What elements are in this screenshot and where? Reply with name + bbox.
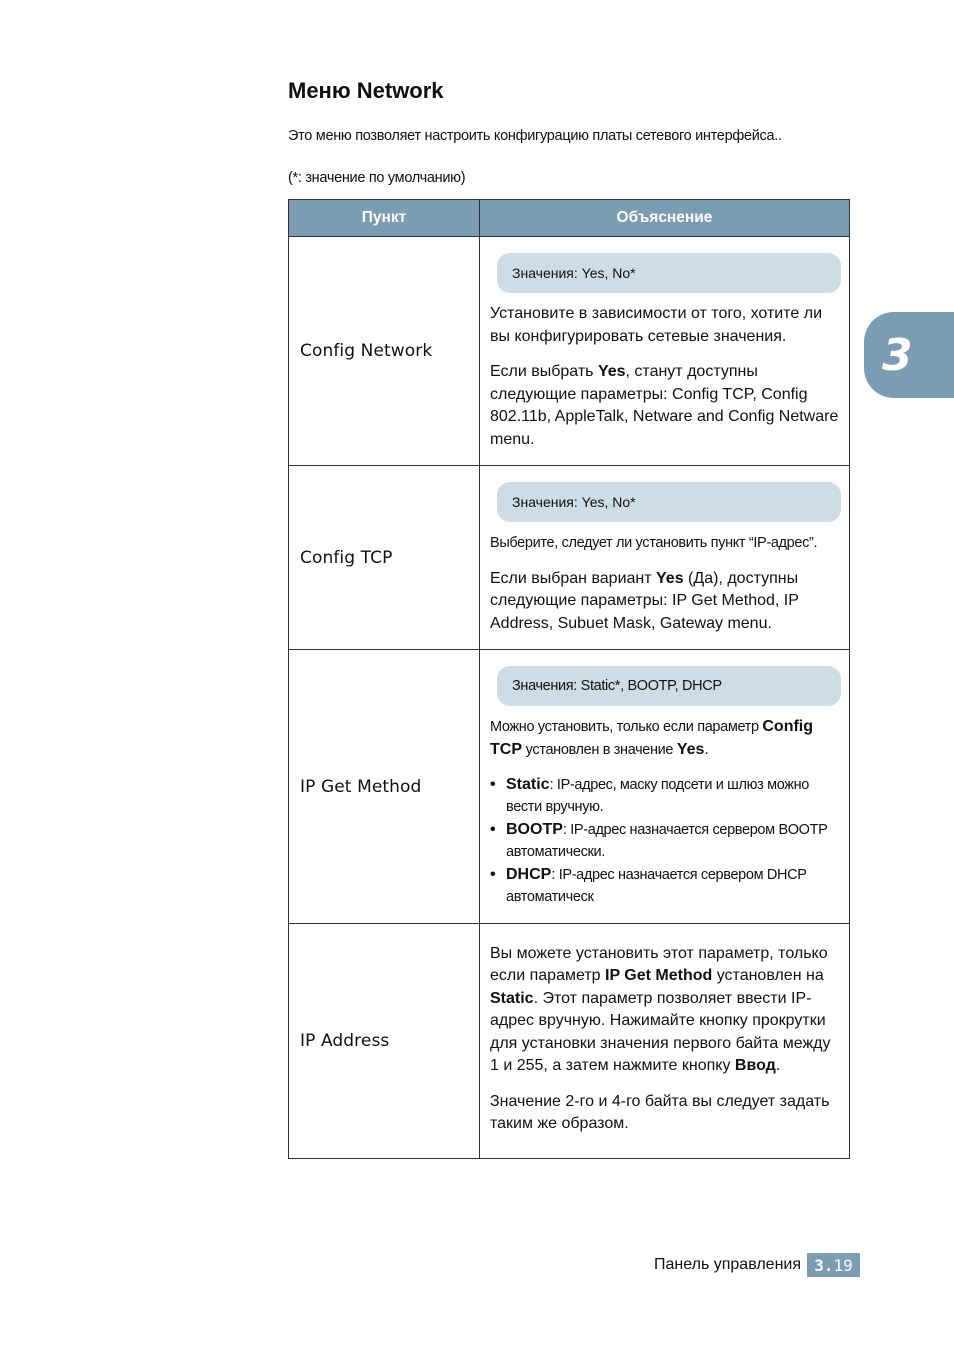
default-note: (*: значение по умолчанию) xyxy=(288,170,466,186)
description-text: Значение 2-го и 4-го байта вы следует задать таким же образом. xyxy=(490,1092,830,1132)
desc-ip-get-method xyxy=(480,650,850,924)
footer-page: 19 xyxy=(833,1255,853,1275)
values-badge: Значения: Static*, BOOTP, DHCP xyxy=(497,666,841,706)
item-ip-get-method: IP Get Method xyxy=(289,650,480,924)
list-item: • Static: IP-адрес, маску подсети и шлюз можно вести вручную. xyxy=(490,776,809,815)
item-config-network: Config Network xyxy=(289,237,480,466)
table-row xyxy=(289,466,850,650)
header-explanation: Объяснение xyxy=(480,200,850,237)
values-badge: Значения: Yes, No* xyxy=(497,253,841,293)
chapter-tab xyxy=(864,312,954,398)
desc-config-network xyxy=(480,237,850,466)
intro-text: Это меню позволяет настроить конфигурацию платы сетевого интерфейса.. xyxy=(288,128,782,144)
description-text: Если выбран вариант Yes (Да), доступны следующие параметры: IP Get Method, IP Address, Subuet Mask, Gateway menu. xyxy=(490,569,799,632)
table-row xyxy=(289,237,850,466)
table-row xyxy=(289,650,850,924)
footer-chapter: 3. xyxy=(814,1255,834,1275)
table-header-row xyxy=(289,200,850,237)
values-badge: Значения: Yes, No* xyxy=(497,482,841,522)
chapter-number: 3 xyxy=(882,329,913,381)
header-item: Пункт xyxy=(289,200,480,237)
list-item: • DHCP: IP-адрес назначается сервером DHCP автоматическ xyxy=(490,866,807,905)
page-number-badge xyxy=(807,1253,860,1277)
list-item: • BOOTP: IP-адрес назначается сервером BOOTP автоматически. xyxy=(490,821,828,860)
footer-label: Панель управления xyxy=(654,1256,801,1273)
table-row xyxy=(289,924,850,1159)
method-options-list xyxy=(490,774,841,908)
desc-config-tcp xyxy=(480,466,850,650)
page-title: Меню Network xyxy=(288,78,444,103)
item-ip-address: IP Address xyxy=(289,924,480,1159)
description-text: Установите в зависимости от того, хотите ли вы конфигурировать сетевые значения. xyxy=(490,305,823,345)
desc-ip-address xyxy=(480,924,850,1159)
item-config-tcp: Config TCP xyxy=(289,466,480,650)
description-text: Если выбрать Yes, станут доступны следующие параметры: Config TCP, Config 802.11b, AppleTalk, Netware and Config Netware menu. xyxy=(490,363,839,448)
network-menu-table xyxy=(288,199,850,1159)
description-text: Выберите, следует ли установить пункт “IP-адрес”. xyxy=(490,535,818,551)
description-text: Вы можете установить этот параметр, только если параметр IP Get Method установлен на Static. Этот параметр позволяет ввести IP-адрес вручную. Нажимайте кнопку прокрутки для установки значения первого байта между 1 и 255, а затем нажмите кнопку Ввод. xyxy=(490,944,831,1074)
description-text: Можно установить, только если параметр Config TCP установлен в значение Yes. xyxy=(490,718,814,758)
page-footer xyxy=(0,1253,860,1277)
